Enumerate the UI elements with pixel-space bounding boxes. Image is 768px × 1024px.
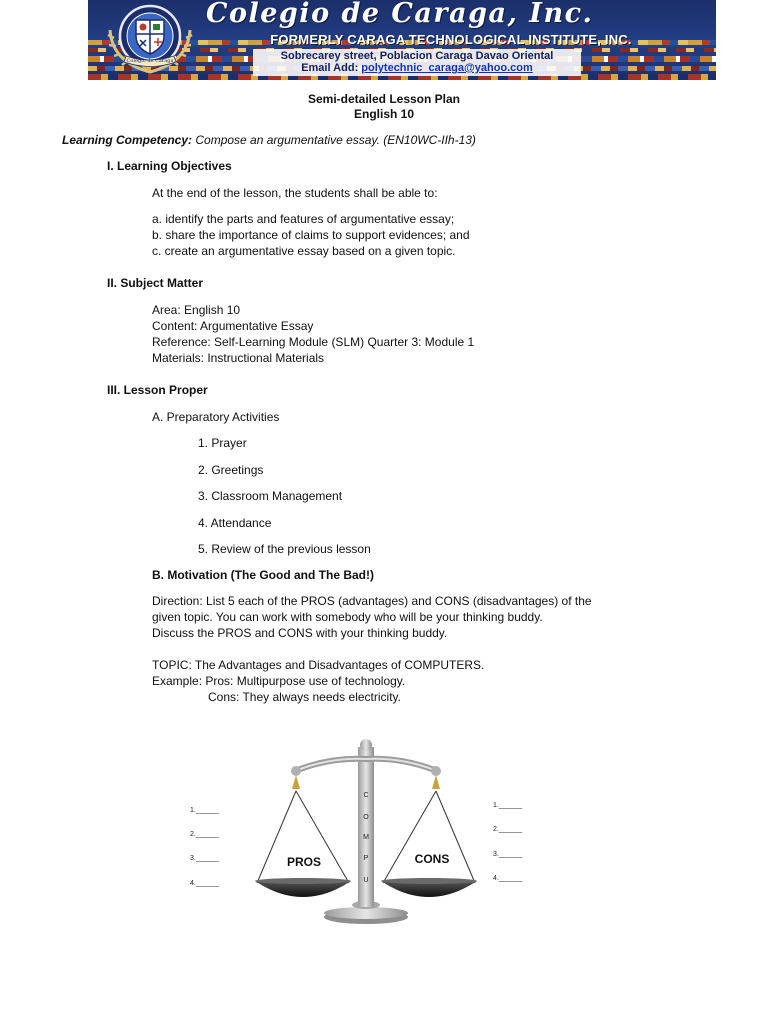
subject-matter-line: Content: Argumentative Essay	[152, 319, 314, 333]
pillar-letter: C	[363, 792, 369, 799]
motivation-topic: TOPIC: The Advantages and Disadvantages of COMPUTERS.	[152, 658, 485, 672]
pros-blank: 3.______	[190, 855, 220, 862]
motivation-direction: Direction: List 5 each of the PROS (advantages) and CONS (disadvantages) of the	[152, 594, 592, 608]
pillar-letter: U	[363, 877, 369, 884]
motivation-direction: Discuss the PROS and CONS with your thinking buddy.	[152, 626, 448, 640]
pros-blank: 4.______	[190, 880, 220, 887]
objective-item: a. identify the parts and features of argumentative essay;	[152, 212, 455, 226]
learning-competency	[62, 132, 476, 148]
school-address: Sobrecarey street, Poblacion Caraga Davao Oriental	[280, 50, 554, 62]
pros-blank: 2.______	[190, 831, 220, 838]
pillar-letter: O	[363, 814, 369, 821]
cons-blank: 3.______	[493, 851, 523, 858]
pillar-letter: M	[363, 834, 369, 841]
seal-text: Colegio de Caraga	[126, 58, 174, 64]
objectives-intro: At the end of the lesson, the students shall be able to:	[152, 186, 438, 200]
objective-item: b. share the importance of claims to support evidences; and	[152, 228, 470, 242]
cons-blank: 4.______	[493, 875, 523, 882]
cons-blank: 2.______	[493, 826, 523, 833]
subject-matter-line: Area: English 10	[152, 303, 241, 317]
plan-subject: English 10	[353, 107, 415, 121]
preparatory-item: 3. Classroom Management	[198, 489, 343, 503]
preparatory-item: 2. Greetings	[198, 463, 264, 477]
objective-item: c. create an argumentative essay based on a given topic.	[152, 244, 456, 258]
school-former-name: FORMERLY CARAGA TECHNOLOGICAL INSTITUTE, INC.	[270, 32, 632, 47]
left-hook	[292, 775, 300, 789]
email-link[interactable]: polytechnic_caraga@yahoo.com	[361, 62, 533, 74]
pillar-letter: P	[363, 855, 369, 862]
school-name: Colegio de Caraga, Inc.	[206, 0, 594, 29]
objectives-heading: I. Learning Objectives	[107, 159, 232, 173]
pros-blank: 1.______	[190, 807, 220, 814]
subject-matter-heading: II. Subject Matter	[107, 276, 204, 290]
lesson-proper-heading: III. Lesson Proper	[107, 383, 208, 397]
subject-matter-line: Reference: Self-Learning Module (SLM) Quarter 3: Module 1	[152, 335, 475, 349]
right-hook	[432, 775, 440, 789]
school-seal-icon	[100, 0, 200, 75]
balance-scale-figure	[180, 735, 550, 930]
motivation-heading: B. Motivation (The Good and The Bad!)	[152, 568, 374, 582]
email-label: Email Add:	[301, 62, 362, 74]
subject-matter-line: Materials: Instructional Materials	[152, 351, 325, 365]
preparatory-item: 5. Review of the previous lesson	[198, 542, 371, 556]
pros-label: PROS	[286, 855, 322, 869]
competency-text: Compose an argumentative essay. (EN10WC-IIh-13)	[192, 133, 476, 147]
motivation-direction: given topic. You can work with somebody who will be your thinking buddy.	[152, 610, 543, 624]
cons-blank: 1.______	[493, 802, 523, 809]
preparatory-item: 1. Prayer	[198, 436, 247, 450]
preparatory-item: 4. Attendance	[198, 516, 272, 530]
plan-title: Semi-detailed Lesson Plan	[307, 92, 461, 106]
cons-label: CONS	[414, 852, 450, 866]
preparatory-heading: A. Preparatory Activities	[152, 410, 280, 424]
example-pros: Example: Pros: Multipurpose use of technology.	[152, 674, 406, 688]
school-email	[253, 62, 581, 74]
competency-label: Learning Competency:	[62, 133, 193, 147]
example-cons: Cons: They always needs electricity.	[208, 690, 401, 704]
